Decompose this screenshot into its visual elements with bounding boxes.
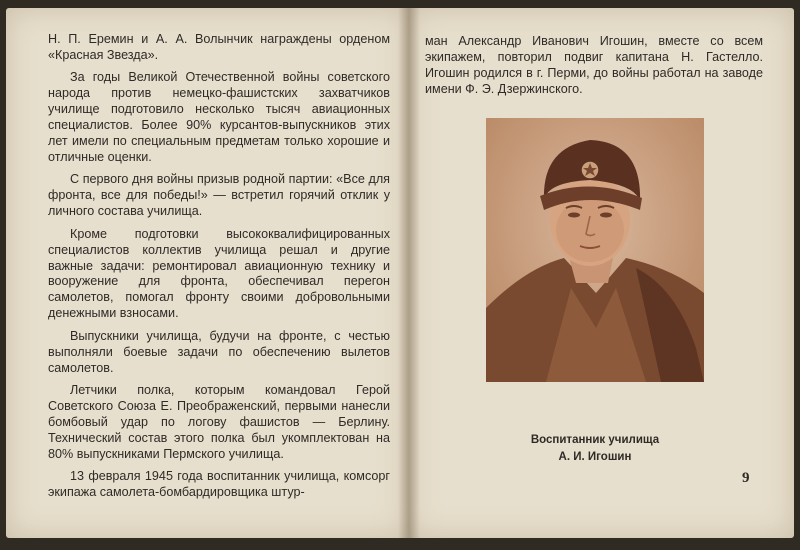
- portrait-illustration: [486, 118, 704, 382]
- portrait-photo: [486, 118, 704, 382]
- paragraph: Кроме подготовки высококвалифицированных специалистов коллектив училища решал и другие важные задачи: ремонтировал авиационную технику и вооружение для фронта, обеспечивал перегон самолетов, помогал фронту своими добровольными денежными взносами.: [48, 226, 390, 321]
- caption-line: Воспитанник училища: [530, 434, 660, 446]
- photo-caption: [486, 432, 704, 466]
- paragraph: Н. П. Еремин и А. А. Волынчик награждены орденом «Красная Звезда».: [48, 32, 390, 62]
- book-gutter: [398, 8, 420, 538]
- paragraph: За годы Великой Отечественной войны советского народа против немецко-фашистских захватчиков училище подготовило несколько тысяч авиационных специалистов. Более 90% курсантов-выпускников этих лет имели по специальным предметам только хорошие и отличные оценки.: [48, 70, 390, 164]
- paragraph: Летчики полка, которым командовал Герой Советского Союза Е. Преображенский, первыми нанесли бомбовый удар по логову фашистов — Берлину. Технический состав этого полка был укомплектован на 80% выпускниками Пермского училища.: [48, 383, 390, 461]
- paragraph: С первого дня войны призыв родной партии: «Все для фронта, все для победы!» — встретил горячий отклик у личного состава училища.: [48, 172, 390, 219]
- paragraph: 13 февраля 1945 года воспитанник училища, комсорг экипажа самолета-бомбардировщика штур-: [48, 469, 390, 500]
- right-text-column: [425, 34, 763, 104]
- left-text-column: [48, 32, 390, 508]
- page-number: 9: [742, 470, 750, 486]
- caption-line: А. И. Игошин: [558, 451, 632, 463]
- paragraph: Выпускники училища, будучи на фронте, с честью выполняли боевые задачи по обеспечению вылетов самолетов.: [48, 328, 390, 375]
- paragraph: ман Александр Иванович Игошин, вместе со всем экипажем, повторил подвиг капитана Н. Гастелло. Игошин родился в г. Перми, до войны работал на заводе имени Ф. Э. Дзержинского.: [425, 34, 763, 96]
